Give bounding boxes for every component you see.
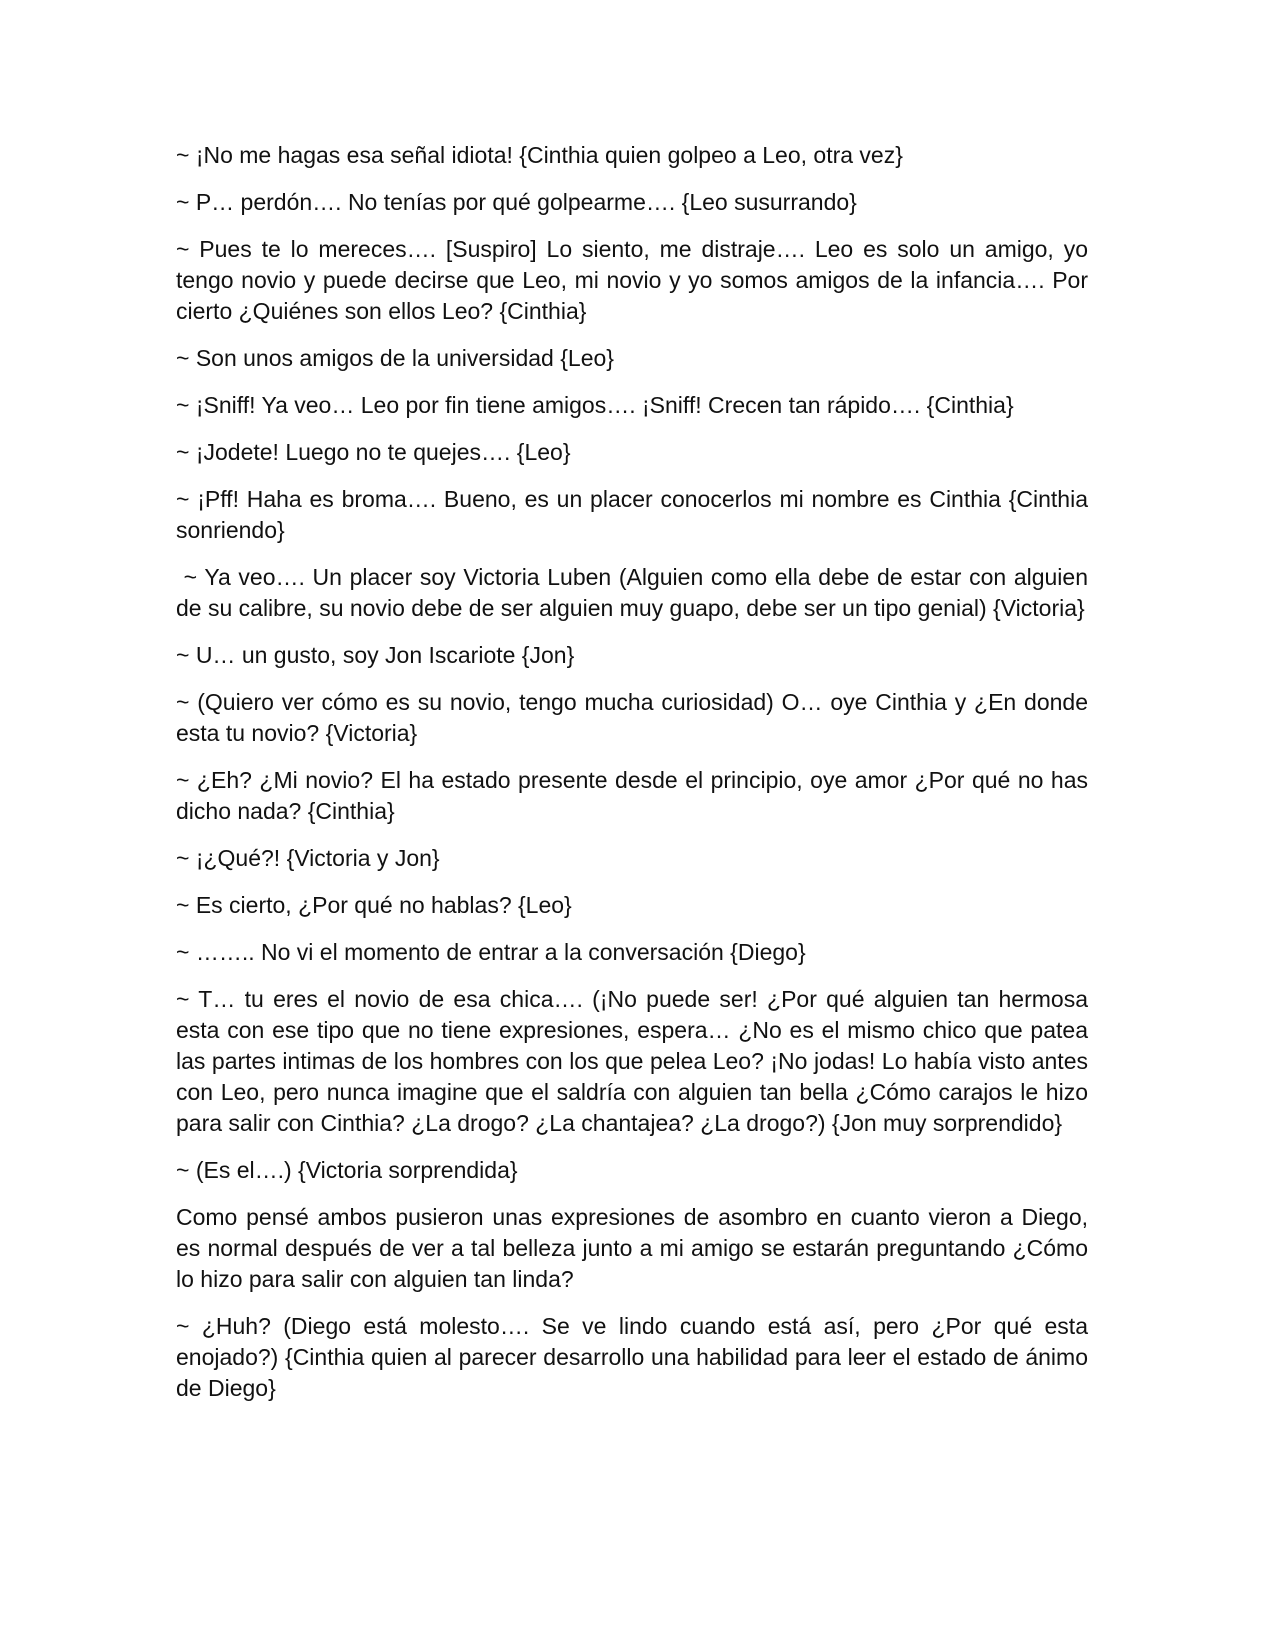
paragraph-16: ~ (Es el….) {Victoria sorprendida} <box>176 1157 518 1183</box>
paragraph-9: ~ U… un gusto, soy Jon Iscariote {Jon} <box>176 642 575 668</box>
paragraph-13: ~ Es cierto, ¿Por qué no hablas? {Leo} <box>176 892 572 918</box>
paragraph-4: ~ Son unos amigos de la universidad {Leo} <box>176 345 614 371</box>
paragraph-5: ~ ¡Sniff! Ya veo… Leo por fin tiene amigos…. ¡Sniff! Crecen tan rápido…. {Cinthia} <box>176 392 1014 418</box>
paragraph-8: ~ Ya veo…. Un placer soy Victoria Luben (Alguien como ella debe de estar con alguien de su calibre, su novio debe de ser alguien muy guapo, debe ser un tipo genial) {Victoria} <box>176 564 1095 621</box>
paragraph-18: ~ ¿Huh? (Diego está molesto…. Se ve lindo cuando está así, pero ¿Por qué esta enojado?) {Cinthia quien al parecer desarrollo una habilidad para leer el estado de ánimo de Diego} <box>176 1313 1088 1401</box>
paragraph-7: ~ ¡Pff! Haha es broma…. Bueno, es un placer conocerlos mi nombre es Cinthia {Cinthia sonriendo} <box>176 486 1088 543</box>
document-page <box>176 140 1095 1420</box>
paragraph-14: ~ …….. No vi el momento de entrar a la conversación {Diego} <box>176 939 806 965</box>
paragraph-11: ~ ¿Eh? ¿Mi novio? El ha estado presente desde el principio, oye amor ¿Por qué no has dicho nada? {Cinthia} <box>176 767 1088 824</box>
paragraph-15: ~ T… tu eres el novio de esa chica…. (¡No puede ser! ¿Por qué alguien tan hermosa esta con ese tipo que no tiene expresiones, espera… ¿No es el mismo chico que patea las partes intimas de los hombres con los que pelea Leo? ¡No jodas! Lo había visto antes con Leo, pero nunca imagine que el saldría con alguien tan bella ¿Cómo carajos le hizo para salir con Cinthia? ¿La drogo? ¿La chantajea? ¿La drogo?) {Jon muy sorprendido} <box>176 986 1088 1136</box>
paragraph-17: Como pensé ambos pusieron unas expresiones de asombro en cuanto vieron a Diego, es normal después de ver a tal belleza junto a mi amigo se estarán preguntando ¿Cómo lo hizo para salir con alguien tan linda? <box>176 1204 1088 1292</box>
paragraph-1: ~ ¡No me hagas esa señal idiota! {Cinthia quien golpeo a Leo, otra vez} <box>176 142 903 168</box>
paragraph-2: ~ P… perdón…. No tenías por qué golpearme…. {Leo susurrando} <box>176 189 857 215</box>
paragraph-3: ~ Pues te lo mereces…. [Suspiro] Lo siento, me distraje…. Leo es solo un amigo, yo tengo novio y puede decirse que Leo, mi novio y yo somos amigos de la infancia…. Por cierto ¿Quiénes son ellos Leo? {Cinthia} <box>176 236 1088 324</box>
paragraph-10: ~ (Quiero ver cómo es su novio, tengo mucha curiosidad) O… oye Cinthia y ¿En donde esta tu novio? {Victoria} <box>176 689 1088 746</box>
paragraph-6: ~ ¡Jodete! Luego no te quejes…. {Leo} <box>176 439 571 465</box>
paragraph-12: ~ ¡¿Qué?! {Victoria y Jon} <box>176 845 440 871</box>
